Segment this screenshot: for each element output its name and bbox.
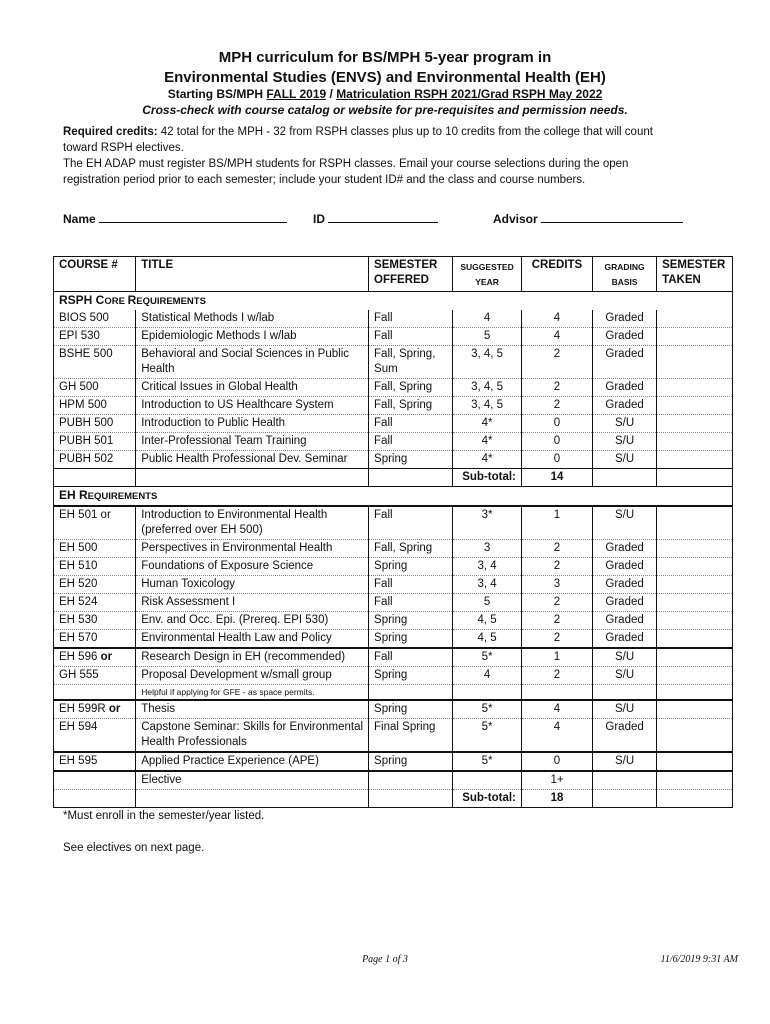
semester-taken-cell[interactable] [657, 506, 733, 540]
semester-taken-cell[interactable] [657, 397, 733, 415]
course-number: HPM 500 [54, 397, 136, 415]
table-row [54, 379, 733, 397]
course-title: Statistical Methods I w/lab [136, 310, 369, 328]
course-title: Research Design in EH (recommended) [136, 648, 369, 667]
course-title: Environmental Health Law and Policy [136, 630, 369, 649]
table-row [54, 700, 733, 719]
suggested-year: 3, 4, 5 [453, 397, 522, 415]
eh-subtotal-value: 18 [521, 790, 592, 808]
suggested-year: 5* [453, 719, 522, 753]
col-semester-offered: SEMESTER OFFERED [369, 257, 453, 292]
credits: 4 [521, 719, 592, 753]
course-number: EH 595 [54, 752, 136, 771]
course-title: Perspectives in Environmental Health [136, 540, 369, 558]
semester-taken-cell[interactable] [657, 310, 733, 328]
course-number: EH 570 [54, 630, 136, 649]
semester-offered: Spring [369, 752, 453, 771]
semester-offered: Spring [369, 667, 453, 685]
grading-basis: S/U [593, 415, 657, 433]
section-eh-requirements: EH REQUIREMENTS [54, 487, 733, 507]
table-row [54, 415, 733, 433]
table-row [54, 630, 733, 649]
table-row [54, 310, 733, 328]
table-row [54, 540, 733, 558]
col-grading-basis: GRADING BASIS [593, 257, 657, 292]
grading-basis: Graded [593, 594, 657, 612]
grading-basis: S/U [593, 700, 657, 719]
table-row [54, 719, 733, 753]
semester-offered: Fall, Spring [369, 540, 453, 558]
subtotal-label: Sub-total: [453, 469, 522, 487]
semester-offered: Fall [369, 594, 453, 612]
grading-basis: S/U [593, 433, 657, 451]
semester-offered: Fall [369, 415, 453, 433]
course-title: Thesis [136, 700, 369, 719]
table-row [54, 346, 733, 379]
semester-offered: Spring [369, 451, 453, 469]
subtotal-label: Sub-total: [453, 790, 522, 808]
credits: 0 [521, 451, 592, 469]
semester-offered: Spring [369, 558, 453, 576]
gfe-note-row [54, 685, 733, 701]
semester-taken-cell[interactable] [657, 612, 733, 630]
course-number: EH 520 [54, 576, 136, 594]
semester-offered: Fall [369, 328, 453, 346]
gfe-note: Helpful if applying for GFE - as space permits. [136, 685, 369, 701]
credits: 2 [521, 667, 592, 685]
semester-taken-cell[interactable] [657, 328, 733, 346]
page-number: Page 1 of 3 [362, 954, 408, 965]
semester-offered: Spring [369, 700, 453, 719]
grading-basis: Graded [593, 379, 657, 397]
required-credits-text: 42 total for the MPH - 32 from RSPH classes plus up to 10 credits from the college that will count toward RSPH electives. [63, 126, 653, 154]
grading-basis: Graded [593, 576, 657, 594]
credits: 2 [521, 346, 592, 379]
required-credits-label: Required credits: [63, 126, 158, 138]
suggested-year: 4* [453, 451, 522, 469]
course-title: Risk Assessment I [136, 594, 369, 612]
eh-rows [54, 506, 733, 771]
elective-row [54, 771, 733, 790]
semester-offered: Fall, Spring, Sum [369, 346, 453, 379]
semester-offered: Fall [369, 433, 453, 451]
credits: 0 [521, 415, 592, 433]
timestamp: 11/6/2019 9:31 AM [660, 954, 738, 965]
grading-basis: S/U [593, 648, 657, 667]
semester-offered: Fall [369, 648, 453, 667]
semester-taken-cell[interactable] [657, 630, 733, 649]
semester-taken-cell[interactable] [657, 433, 733, 451]
course-number: BSHE 500 [54, 346, 136, 379]
table-row [54, 397, 733, 415]
semester-taken-cell[interactable] [657, 540, 733, 558]
semester-offered: Fall [369, 506, 453, 540]
table-row [54, 506, 733, 540]
table-row [54, 612, 733, 630]
suggested-year: 3, 4 [453, 558, 522, 576]
credits: 2 [521, 612, 592, 630]
table-row [54, 576, 733, 594]
course-number: EH 510 [54, 558, 136, 576]
credits: 2 [521, 594, 592, 612]
course-number: GH 500 [54, 379, 136, 397]
suggested-year: 5 [453, 328, 522, 346]
section-rsph-core: RSPH CORE REQUIREMENTS [54, 292, 733, 311]
course-title: Behavioral and Social Sciences in Public Health [136, 346, 369, 379]
table-row [54, 667, 733, 685]
table-row [54, 433, 733, 451]
grading-basis: S/U [593, 451, 657, 469]
grading-basis: Graded [593, 328, 657, 346]
semester-offered: Final Spring [369, 719, 453, 753]
table-row [54, 558, 733, 576]
eh-subtotal-row [54, 790, 733, 808]
semester-offered: Fall [369, 310, 453, 328]
subtitle-matriculation: Matriculation RSPH 2021/Grad RSPH May 2022 [336, 87, 603, 101]
course-number: PUBH 501 [54, 433, 136, 451]
suggested-year: 5 [453, 594, 522, 612]
suggested-year: 3 [453, 540, 522, 558]
table-row [54, 648, 733, 667]
suggested-year: 4 [453, 310, 522, 328]
course-number: EH 500 [54, 540, 136, 558]
credits: 2 [521, 397, 592, 415]
course-number: EH 530 [54, 612, 136, 630]
course-number: EH 524 [54, 594, 136, 612]
grading-basis: Graded [593, 719, 657, 753]
suggested-year: 3, 4 [453, 576, 522, 594]
table-row [54, 752, 733, 771]
course-number: GH 555 [54, 667, 136, 685]
col-title: TITLE [136, 257, 369, 292]
semester-taken-cell[interactable] [657, 451, 733, 469]
semester-taken-cell[interactable] [657, 667, 733, 685]
credits: 0 [521, 433, 592, 451]
course-title: Introduction to Environmental Health (preferred over EH 500) [136, 506, 369, 540]
doc-title-line2: Environmental Studies (ENVS) and Environmental Health (EH) [164, 69, 606, 86]
name-field[interactable]: Name [63, 210, 287, 226]
subtitle-fall: FALL 2019 [266, 87, 327, 101]
see-next-page: See electives on next page. [63, 842, 205, 854]
credits: 4 [521, 700, 592, 719]
suggested-year: 5* [453, 752, 522, 771]
rsph-rows [54, 310, 733, 469]
course-number: EH 596 or [54, 648, 136, 667]
semester-offered: Spring [369, 630, 453, 649]
grading-basis: Graded [593, 310, 657, 328]
course-title: Introduction to US Healthcare System [136, 397, 369, 415]
elective-credits: 1+ [521, 771, 592, 790]
course-number: PUBH 502 [54, 451, 136, 469]
credits: 4 [521, 310, 592, 328]
course-number: PUBH 500 [54, 415, 136, 433]
course-number: EH 599R or [54, 700, 136, 719]
suggested-year: 4, 5 [453, 630, 522, 649]
intro-text [63, 124, 663, 188]
grading-basis: Graded [593, 540, 657, 558]
course-title: Applied Practice Experience (APE) [136, 752, 369, 771]
grading-basis: S/U [593, 752, 657, 771]
suggested-year: 4* [453, 433, 522, 451]
course-number: EPI 530 [54, 328, 136, 346]
course-title: Env. and Occ. Epi. (Prereq. EPI 530) [136, 612, 369, 630]
credits: 2 [521, 558, 592, 576]
col-suggested-year: SUGGESTED YEAR [453, 257, 522, 292]
advisor-field[interactable]: Advisor [493, 210, 683, 226]
doc-title-line1: MPH curriculum for BS/MPH 5-year program in [218, 49, 552, 66]
or-keyword: or [108, 703, 121, 715]
suggested-year: 5* [453, 648, 522, 667]
course-title: Epidemiologic Methods I w/lab [136, 328, 369, 346]
credits: 1 [521, 506, 592, 540]
curriculum-table [53, 256, 733, 808]
semester-taken-cell[interactable] [657, 752, 733, 771]
semester-taken-cell[interactable] [657, 576, 733, 594]
course-number: EH 594 [54, 719, 136, 753]
crosscheck-note: Cross-check with course catalog or website for pre-requisites and permission needs. [142, 103, 628, 117]
semester-offered: Spring [369, 612, 453, 630]
elective-title: Elective [136, 771, 369, 790]
semester-taken-cell[interactable] [657, 558, 733, 576]
credits: 3 [521, 576, 592, 594]
col-semester-taken: SEMESTER TAKEN [657, 257, 733, 292]
semester-taken-cell[interactable] [657, 719, 733, 753]
or-keyword: or [100, 651, 113, 663]
credits: 4 [521, 328, 592, 346]
semester-offered: Fall [369, 576, 453, 594]
grading-basis: S/U [593, 667, 657, 685]
credits: 0 [521, 752, 592, 771]
col-course: COURSE # [54, 257, 136, 292]
grading-basis: Graded [593, 612, 657, 630]
grading-basis: Graded [593, 397, 657, 415]
semester-taken-cell[interactable] [657, 594, 733, 612]
grading-basis: Graded [593, 558, 657, 576]
semester-offered: Fall, Spring [369, 397, 453, 415]
adap-instructions: The EH ADAP must register BS/MPH students for RSPH classes. Email your course selections during the open registration period prior to each semester; include your student ID# and the class and course numbers. [63, 158, 629, 186]
semester-taken-cell[interactable] [657, 415, 733, 433]
course-title: Foundations of Exposure Science [136, 558, 369, 576]
course-title: Human Toxicology [136, 576, 369, 594]
footnote: *Must enroll in the semester/year listed. [63, 810, 265, 822]
course-title: Proposal Development w/small group [136, 667, 369, 685]
course-title: Introduction to Public Health [136, 415, 369, 433]
suggested-year: 4* [453, 415, 522, 433]
semester-taken-cell[interactable] [657, 379, 733, 397]
suggested-year: 4, 5 [453, 612, 522, 630]
col-credits: CREDITS [521, 257, 592, 292]
grading-basis: Graded [593, 630, 657, 649]
table-row [54, 328, 733, 346]
grading-basis: S/U [593, 506, 657, 540]
grading-basis: Graded [593, 346, 657, 379]
rsph-subtotal-row [54, 469, 733, 487]
suggested-year: 5* [453, 700, 522, 719]
suggested-year: 4 [453, 667, 522, 685]
semester-offered: Fall, Spring [369, 379, 453, 397]
suggested-year: 3* [453, 506, 522, 540]
course-title: Public Health Professional Dev. Seminar [136, 451, 369, 469]
credits: 2 [521, 379, 592, 397]
credits: 2 [521, 630, 592, 649]
table-row [54, 594, 733, 612]
suggested-year: 3, 4, 5 [453, 379, 522, 397]
course-number: BIOS 500 [54, 310, 136, 328]
suggested-year: 3, 4, 5 [453, 346, 522, 379]
semester-taken-cell[interactable] [657, 700, 733, 719]
doc-subtitle: Starting BS/MPH FALL 2019 / Matriculation RSPH 2021/Grad RSPH May 2022 [167, 87, 603, 101]
table-row [54, 451, 733, 469]
course-number: EH 501 or [54, 506, 136, 540]
credits: 1 [521, 648, 592, 667]
semester-taken-cell[interactable] [657, 346, 733, 379]
course-title: Capstone Seminar: Skills for Environmental Health Professionals [136, 719, 369, 753]
course-title: Critical Issues in Global Health [136, 379, 369, 397]
id-field[interactable]: ID [313, 210, 438, 226]
course-title: Inter-Professional Team Training [136, 433, 369, 451]
semester-taken-cell[interactable] [657, 648, 733, 667]
rsph-subtotal-value: 14 [521, 469, 592, 487]
credits: 2 [521, 540, 592, 558]
table-header [54, 257, 733, 292]
